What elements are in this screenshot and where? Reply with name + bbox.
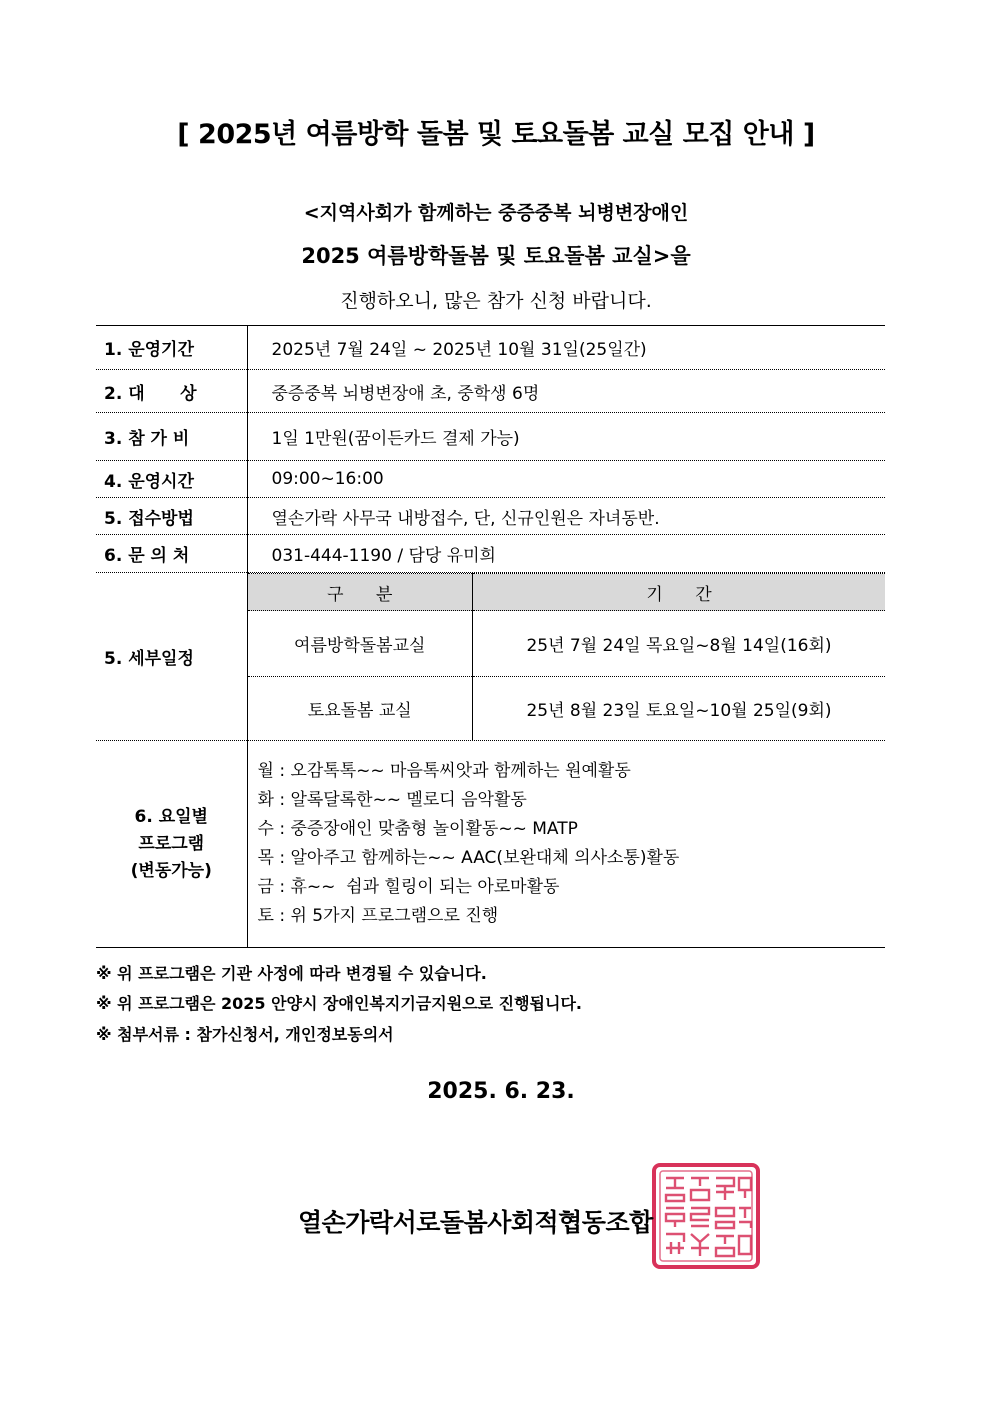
info-label: 6. 문 의 처 [96, 535, 247, 573]
program-item-fri: 금 : 휴~~ 쉼과 힐링이 되는 아로마활동 [257, 877, 560, 897]
info-value: 열손가락 사무국 내방접수, 단, 신규인원은 자녀동반. [247, 498, 885, 535]
schedule-name: 토요돌봄 교실 [248, 677, 473, 741]
program-row [96, 741, 885, 948]
info-label: 5. 접수방법 [96, 498, 247, 535]
info-row-target [96, 370, 885, 413]
note-2: ※ 위 프로그램은 2025 안양시 장애인복지기금지원으로 진행됩니다. [96, 994, 582, 1013]
schedule-label: 5. 세부일정 [96, 573, 247, 741]
document-date: 2025. 6. 23. [427, 1079, 575, 1104]
schedule-row-summer [248, 611, 886, 677]
info-table [96, 325, 885, 948]
schedule-table [248, 573, 886, 740]
schedule-period: 25년 7월 24일 목요일~8월 14일(16회) [473, 611, 886, 677]
info-value: 031-444-1190 / 담당 유미희 [247, 535, 885, 573]
note-3: ※ 첨부서류 : 참가신청서, 개인정보동의서 [96, 1025, 394, 1044]
schedule-period: 25년 8월 23일 토요일~10월 25일(9회) [473, 677, 886, 741]
schedule-header [248, 574, 886, 611]
program-label-line: 프로그램 [138, 833, 205, 854]
program-label-line: 6. 요일별 [134, 806, 208, 827]
program-item-thu: 목 : 알아주고 함께하는~~ AAC(보완대체 의사소통)활동 [257, 848, 680, 868]
schedule-row-saturday [248, 677, 886, 741]
info-row-period [96, 326, 885, 370]
program-label-line: (변동가능) [130, 860, 212, 881]
info-row-fee [96, 413, 885, 461]
organization-name: 열손가락서로돌봄사회적협동조합 [298, 1208, 653, 1237]
schedule-row [96, 573, 885, 741]
schedule-header-category: 구 분 [248, 574, 473, 611]
page-title: [ 2025년 여름방학 돌봄 및 토요돌봄 교실 모집 안내 ] [177, 119, 815, 150]
program-item-tue: 화 : 알록달록한~~ 멜로디 음악활동 [257, 790, 527, 810]
info-value: 09:00~16:00 [247, 461, 885, 498]
program-item-wed: 수 : 중증장애인 맞춤형 놀이활동~~ MATP [257, 819, 578, 839]
info-row-contact [96, 535, 885, 573]
program-item-sat: 토 : 위 5가지 프로그램으로 진행 [257, 906, 499, 926]
schedule-header-period: 기 간 [473, 574, 886, 611]
schedule-name: 여름방학돌봄교실 [248, 611, 473, 677]
info-value: 중증중복 뇌병변장애 초, 중학생 6명 [247, 370, 885, 413]
info-value: 2025년 7월 24일 ~ 2025년 10월 31일(25일간) [247, 326, 885, 370]
program-list [247, 741, 885, 948]
info-row-application [96, 498, 885, 535]
info-label: 1. 운영기간 [96, 326, 247, 370]
program-item-mon: 월 : 오감톡톡~~ 마음톡씨앗과 함께하는 원예활동 [257, 761, 631, 781]
info-value: 1일 1만원(꿈이든카드 결제 가능) [247, 413, 885, 461]
info-label: 4. 운영시간 [96, 461, 247, 498]
official-seal [651, 1162, 761, 1270]
info-label: 3. 참 가 비 [96, 413, 247, 461]
program-label [96, 741, 247, 948]
note-1: ※ 위 프로그램은 기관 사정에 따라 변경될 수 있습니다. [96, 964, 487, 983]
info-label: 2. 대 상 [96, 370, 247, 413]
intro-line-2: 2025 여름방학돌봄 및 토요돌봄 교실>을 [301, 244, 691, 268]
intro-line-1: <지역사회가 함께하는 중증중복 뇌병변장애인 [303, 202, 689, 224]
intro-line-3: 진행하오니, 많은 참가 신청 바랍니다. [340, 290, 652, 312]
info-row-hours [96, 461, 885, 498]
schedule-cell [247, 573, 885, 741]
